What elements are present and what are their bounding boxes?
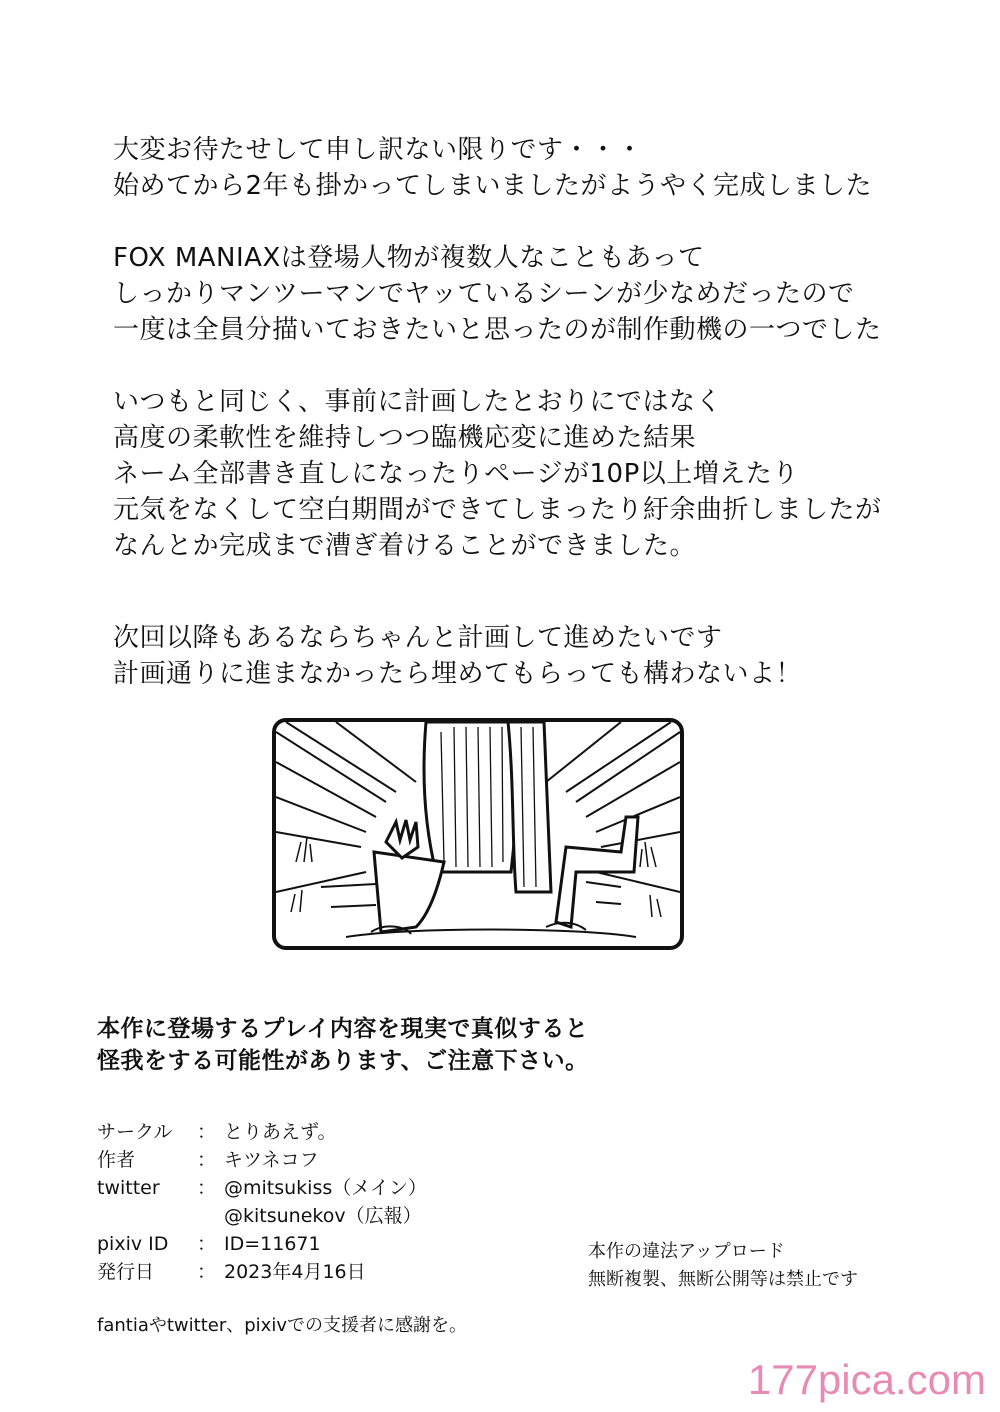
credit-value: @kitsunekov（広報）	[224, 1205, 422, 1227]
safety-warning	[97, 1013, 589, 1077]
credit-row-date	[97, 1258, 427, 1286]
text-line: 高度の柔軟性を維持しつつ臨機応変に進めた結果	[113, 423, 697, 453]
credit-key	[97, 1202, 197, 1230]
credit-row-twitter-2	[97, 1202, 427, 1230]
comic-panel-illustration	[272, 718, 684, 950]
illegal-upload-notice	[588, 1238, 858, 1294]
credit-value: 2023年4月16日	[224, 1261, 366, 1283]
site-watermark: 177pica.com	[747, 1356, 986, 1403]
credit-row-pixiv	[97, 1230, 427, 1258]
credit-key: pixiv ID	[97, 1233, 169, 1255]
text-line: FOX MANIAXは登場人物が複数人なこともあって	[113, 243, 705, 273]
credit-colon: ：	[197, 1233, 217, 1255]
warning-line: 怪我をする可能性があります、ご注意下さい。	[97, 1048, 589, 1074]
credit-key: twitter	[97, 1177, 160, 1199]
credit-colon: ：	[197, 1177, 217, 1199]
credit-value: キツネコフ	[224, 1149, 319, 1171]
credit-colon	[197, 1202, 224, 1230]
credit-value: ID=11671	[224, 1233, 321, 1255]
text-line: いつもと同じく、事前に計画したとおりにではなく	[113, 387, 722, 417]
notice-line: 無断複製、無断公開等は禁止です	[588, 1269, 858, 1290]
credit-row-twitter	[97, 1174, 427, 1202]
afterword-paragraph-4	[113, 620, 802, 692]
credit-value: @mitsukiss（メイン）	[224, 1177, 427, 1199]
credits-list	[97, 1118, 427, 1286]
text-line: なんとか完成まで漕ぎ着けることができました。	[113, 531, 697, 561]
warning-line: 本作に登場するプレイ内容を現実で真似すると	[97, 1016, 589, 1042]
text-line: 次回以降もあるならちゃんと計画して進めたいです	[113, 623, 723, 653]
text-line: 元気をなくして空白期間ができてしまったり紆余曲折しましたが	[113, 495, 882, 525]
text-line: 計画通りに進まなかったら埋めてもらっても構わないよ！	[113, 659, 803, 689]
credit-key: サークル	[97, 1121, 173, 1143]
credit-row-circle	[97, 1118, 427, 1146]
text-line: 大変お待たせして申し訳ない限りです・・・	[113, 135, 644, 165]
text-line: 一度は全員分描いておきたいと思ったのが制作動機の一つでした	[113, 315, 882, 345]
credit-colon: ：	[197, 1149, 217, 1171]
notice-line: 本作の違法アップロード	[588, 1241, 785, 1262]
supporters-thanks: fantiaやtwitter、pixivでの支援者に感謝を。	[97, 1315, 467, 1336]
credit-key: 作者	[97, 1149, 136, 1171]
text-line: しっかりマンツーマンでヤッているシーンが少なめだったので	[113, 279, 855, 309]
credit-colon: ：	[197, 1261, 217, 1283]
comic-panel-drawing	[276, 722, 680, 946]
afterword-paragraph-2	[113, 240, 882, 348]
afterword-paragraph-3	[113, 384, 882, 564]
credit-row-author	[97, 1146, 427, 1174]
text-line: ネーム全部書き直しになったりページが10P以上増えたり	[113, 459, 799, 489]
credit-colon: ：	[197, 1121, 217, 1143]
text-line: 始めてから2年も掛かってしまいましたがようやく完成しました	[113, 171, 873, 201]
credit-value: とりあえず。	[224, 1121, 337, 1143]
afterword-paragraph-1	[113, 132, 872, 204]
credit-key: 発行日	[97, 1261, 155, 1283]
